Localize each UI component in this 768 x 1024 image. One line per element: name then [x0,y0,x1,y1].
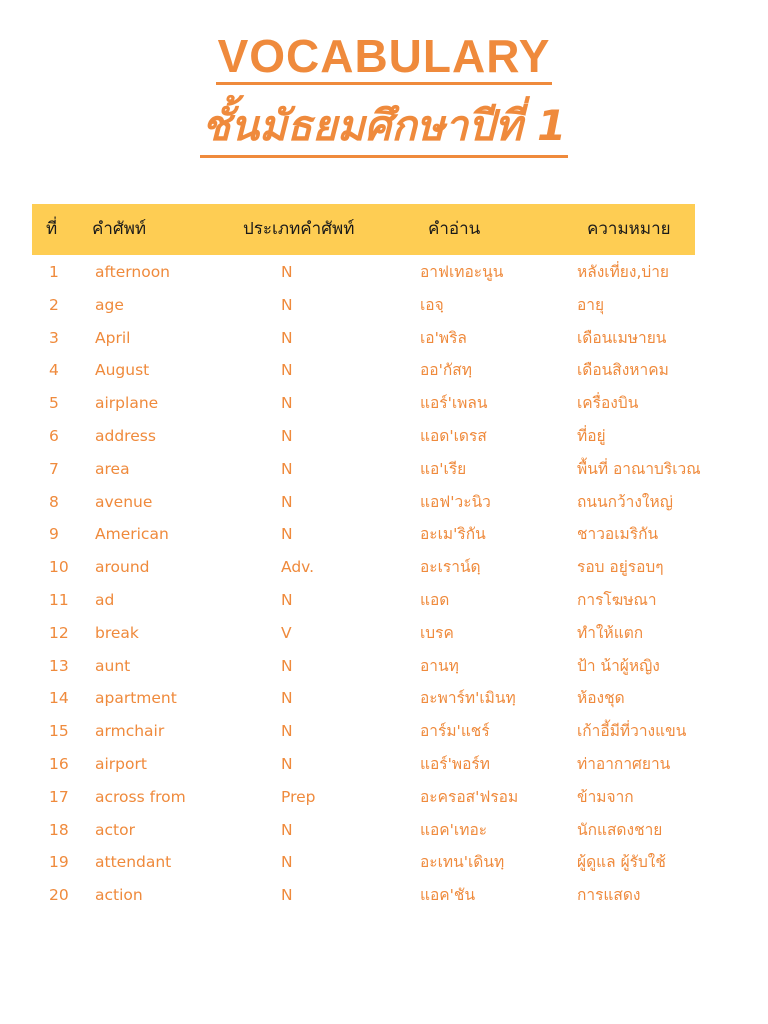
table-row [0,846,768,879]
cell-type: N [281,263,293,281]
header-meaning: ความหมาย [587,219,671,239]
table-row [0,748,768,781]
cell-no: 16 [49,754,69,773]
cell-word: airport [95,754,147,773]
title-english: VOCABULARY [216,30,553,85]
cell-reading: แอร์'พอร์ท [420,754,490,773]
cell-word: break [95,623,139,642]
table-row [0,551,768,584]
cell-type: N [281,328,293,347]
cell-meaning: ป้า น้าผู้หญิง [577,656,660,675]
cell-meaning: ห้องชุด [577,689,625,708]
cell-no: 17 [49,787,69,806]
cell-meaning: เครื่องบิน [577,394,639,413]
cell-meaning: ถนนกว้างใหญ่ [577,492,673,511]
cell-reading: แอ'เรีย [420,459,467,478]
table-row [0,420,768,453]
cell-reading: แอร์'เพลน [420,394,488,413]
cell-reading: แอด [420,590,450,609]
table-row [0,715,768,748]
table-row [0,322,768,355]
cell-word: August [95,361,150,380]
cell-no: 12 [49,623,69,642]
cell-reading: อะเม'ริกัน [420,525,486,544]
cell-no: 18 [49,820,69,839]
cell-reading: เอจฺ [420,295,444,314]
cell-reading: เอ'พริล [420,328,467,347]
cell-word: airplane [95,394,159,413]
cell-word: across from [95,787,186,806]
header-word: คำศัพท์ [92,219,147,239]
cell-meaning: เดือนเมษายน [577,328,667,347]
cell-type: N [281,656,293,675]
cell-reading: อาร์ม'แชร์ [420,722,490,741]
cell-no: 14 [49,689,69,708]
cell-reading: อะครอส'ฟรอม [420,787,519,806]
table-row [0,814,768,847]
cell-meaning: การโฆษณา [577,590,657,609]
cell-meaning: นักแสดงชาย [577,820,663,839]
cell-no: 4 [49,361,59,380]
cell-no: 11 [49,590,69,609]
cell-reading: ออ'กัสทฺ [420,361,472,380]
cell-word: around [95,558,150,577]
table-header [32,204,695,255]
cell-reading: อะพาร์ท'เมินทฺ [420,689,516,708]
cell-type: N [281,525,293,544]
cell-type: N [281,394,293,413]
cell-reading: อะเราน์ดฺ [420,558,481,577]
cell-type: V [281,623,292,642]
cell-no: 5 [49,394,59,413]
cell-type: N [281,754,293,773]
cell-meaning: เก้าอี้มีที่วางแขน [577,722,687,741]
cell-meaning: การแสดง [577,886,641,905]
cell-word: ad [95,590,115,609]
cell-no: 6 [49,426,59,445]
cell-reading: แอด'เดรส [420,426,487,445]
cell-word: attendant [95,853,172,872]
cell-type: N [281,295,293,314]
cell-word: American [95,525,169,544]
cell-word: avenue [95,492,153,511]
cell-type: Prep [281,787,316,806]
cell-reading: อาฟเทอะนูน [420,263,504,281]
cell-no: 8 [49,492,59,511]
cell-type: N [281,492,293,511]
cell-word: aunt [95,656,131,675]
cell-word: action [95,886,143,905]
cell-no: 20 [49,886,69,905]
cell-type: N [281,886,293,905]
cell-word: armchair [95,722,165,741]
cell-reading: แอฟ'วะนิว [420,492,491,511]
cell-meaning: ท่าอากาศยาน [577,754,671,773]
vocabulary-table-body [0,256,768,912]
cell-word: age [95,295,124,314]
cell-meaning: เดือนสิงหาคม [577,361,669,380]
cell-word: area [95,459,130,478]
cell-meaning: ที่อยู่ [577,426,606,445]
table-row [0,781,768,814]
header-type: ประเภทคำศัพท์ [243,219,355,239]
cell-meaning: พื้นที่ อาณาบริเวณ [577,459,701,478]
header-no: ที่ [46,219,58,239]
cell-reading: อะเทน'เดินทฺ [420,853,505,872]
cell-no: 3 [49,328,59,347]
cell-reading: เบรค [420,623,454,642]
cell-type: N [281,722,293,741]
cell-meaning: ผู้ดูแล ผู้รับใช้ [577,853,666,872]
cell-no: 15 [49,722,69,741]
cell-meaning: ทำให้แตก [577,623,644,642]
cell-reading: อานทฺ [420,656,459,675]
table-row [0,289,768,322]
cell-type: N [281,689,293,708]
table-row [0,617,768,650]
cell-reading: แอค'ชัน [420,886,476,905]
cell-word: actor [95,820,135,839]
cell-no: 9 [49,525,59,544]
header-reading: คำอ่าน [428,219,481,239]
cell-meaning: หลังเที่ยง,บ่าย [577,263,670,281]
cell-type: N [281,853,293,872]
table-row [0,650,768,683]
table-row [0,486,768,519]
cell-type: N [281,820,293,839]
cell-type: Adv. [281,558,315,577]
table-row [0,387,768,420]
table-row [0,518,768,551]
table-row [0,682,768,715]
title-block [0,30,768,158]
table-row [0,879,768,912]
table-row [0,584,768,617]
cell-no: 1 [49,263,59,281]
cell-word: address [95,426,156,445]
cell-type: N [281,361,293,380]
cell-no: 10 [49,558,69,577]
cell-no: 19 [49,853,69,872]
cell-type: N [281,426,293,445]
cell-reading: แอค'เทอะ [420,820,488,839]
cell-meaning: รอบ อยู่รอบๆ [577,558,664,577]
cell-meaning: อายุ [577,295,605,314]
cell-word: April [95,328,131,347]
cell-type: N [281,459,293,478]
cell-type: N [281,590,293,609]
cell-meaning: ชาวอเมริกัน [577,525,659,544]
cell-no: 13 [49,656,69,675]
cell-word: apartment [95,689,177,708]
title-thai: ชั้นมัธยมศึกษาปีที่ 1 [200,99,568,158]
table-row [0,453,768,486]
cell-no: 2 [49,295,59,314]
cell-word: afternoon [95,263,171,281]
cell-no: 7 [49,459,59,478]
table-row [0,354,768,387]
table-row [0,256,768,289]
cell-meaning: ข้ามจาก [577,787,634,806]
